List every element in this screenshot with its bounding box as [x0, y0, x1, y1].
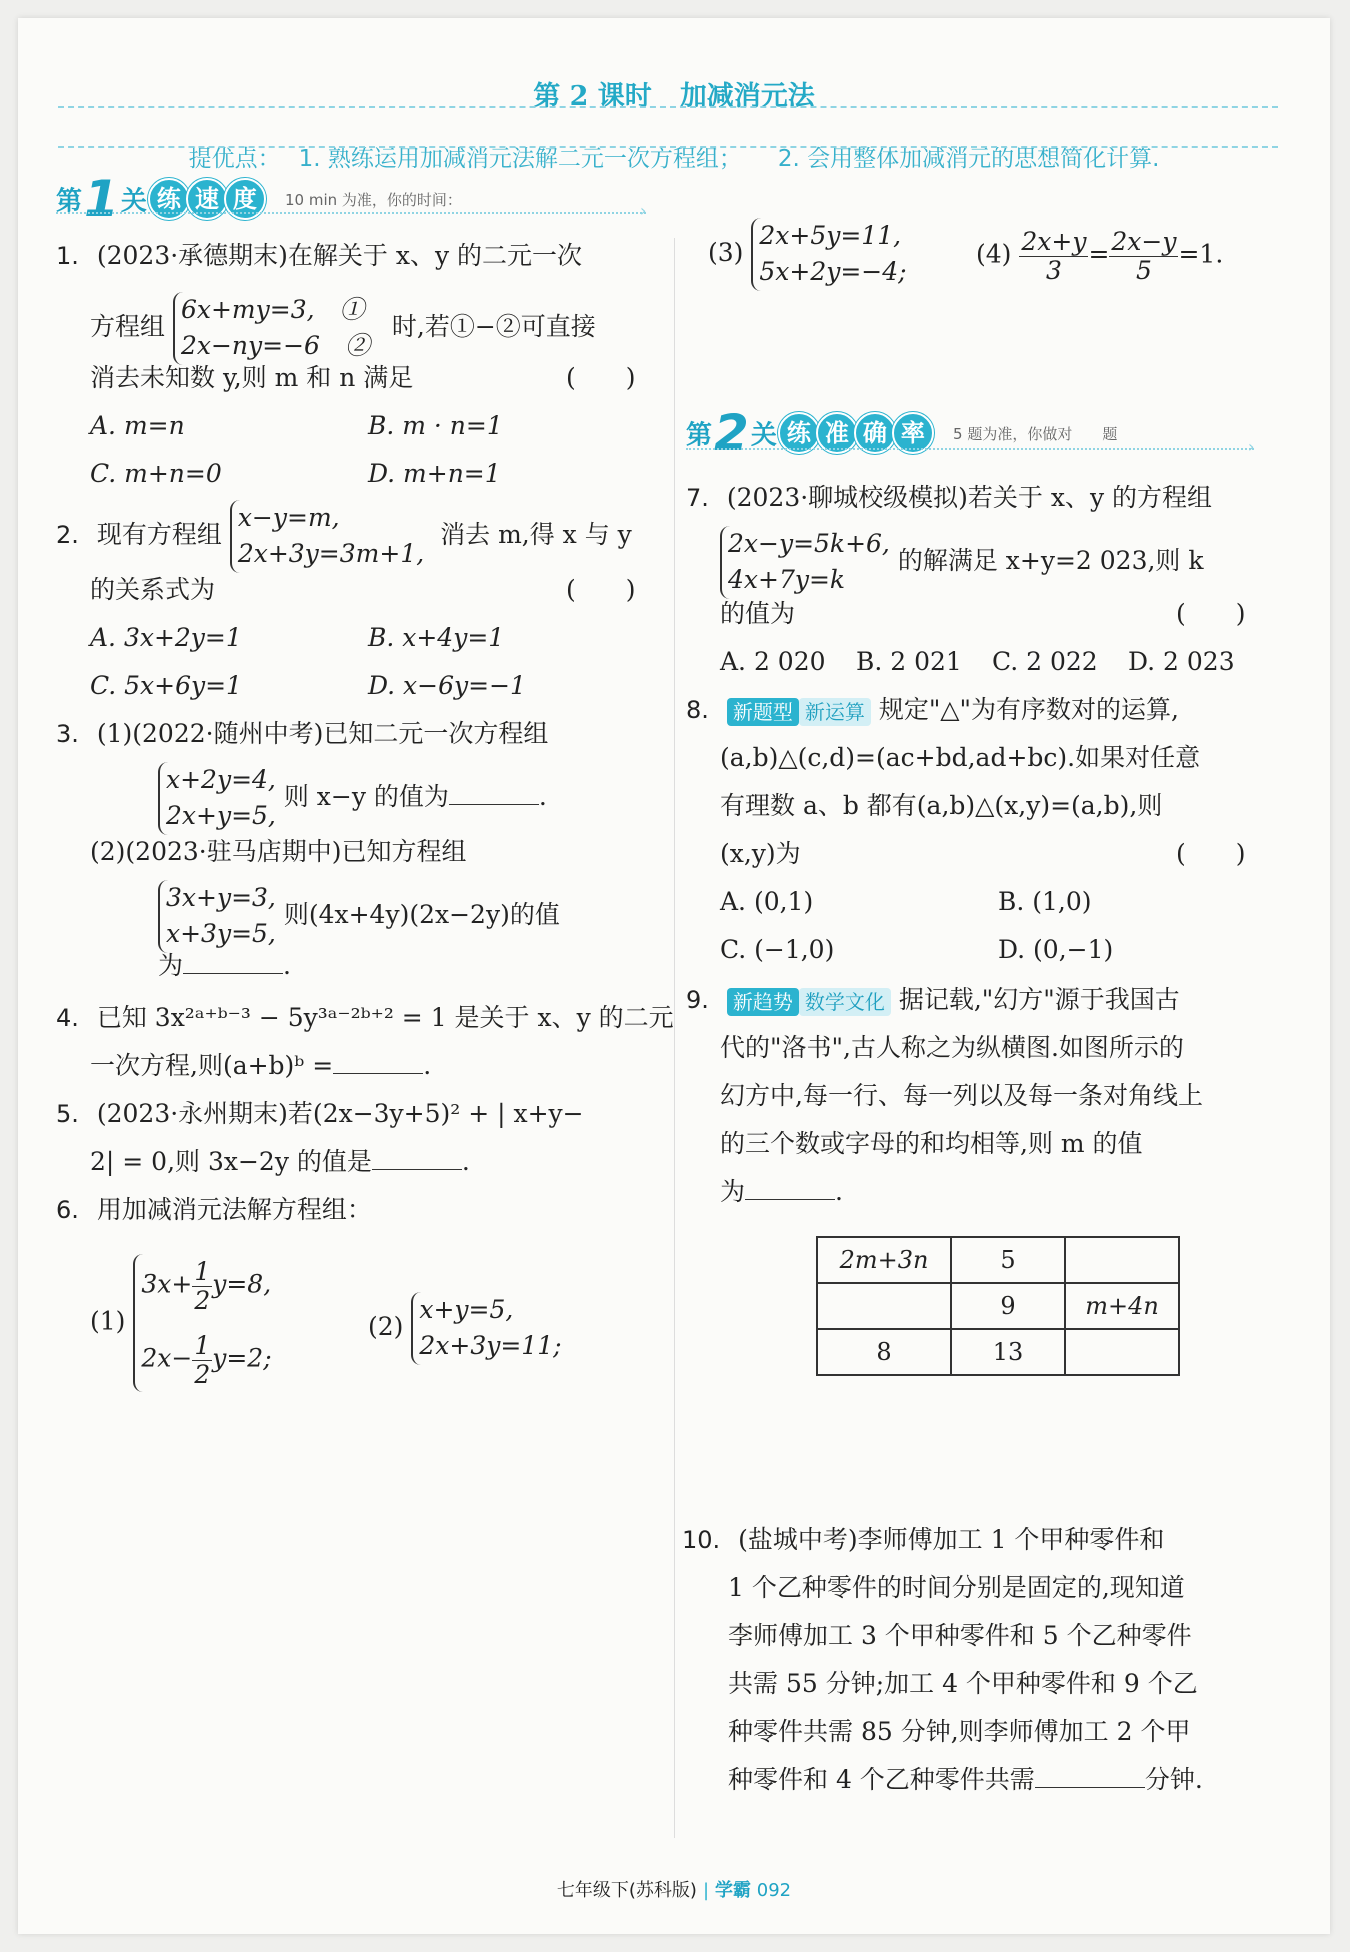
question-number: 6.: [56, 1196, 79, 1224]
numerator: 1: [194, 1331, 211, 1360]
q6-part1: [90, 1254, 272, 1392]
option-b[interactable]: B. (1,0): [998, 887, 1092, 916]
question-6: [56, 1194, 372, 1227]
equation-brace: [133, 1254, 271, 1392]
question-text: (2023·承德期末)在解关于 x、y 的二元一次: [96, 241, 583, 270]
q6-part2: [368, 1292, 562, 1365]
period: .: [283, 951, 291, 980]
workbook-page: [18, 18, 1330, 1934]
denominator: 2: [194, 1359, 211, 1389]
magic-cell: 5: [951, 1237, 1065, 1283]
magic-cell: 9: [951, 1283, 1065, 1329]
period: .: [835, 1177, 843, 1206]
q9-line2: 代的"洛书",古人称之为纵横图.如图所示的: [720, 1033, 1184, 1062]
section-1-line: [56, 212, 646, 214]
option-c[interactable]: C. 2 022: [992, 647, 1098, 676]
equation-brace: [158, 880, 276, 953]
section-note: 5 题为准，你做对 题: [953, 424, 1118, 443]
section-di: 第: [686, 420, 713, 451]
question-text: 据记载,"幻方"源于我国古: [898, 985, 1180, 1014]
equation: 2x+3y=3m+1,: [237, 539, 425, 569]
answer-blank[interactable]: [745, 1199, 835, 1200]
fraction: [192, 1258, 212, 1314]
question-9: [686, 984, 1180, 1017]
question-number: 4.: [56, 1004, 79, 1032]
magic-cell: m+4n: [1065, 1283, 1179, 1329]
option-a[interactable]: A. 2 020: [720, 647, 826, 676]
q9-line3: 幻方中,每一行、每一列以及每一条对角线上: [720, 1081, 1203, 1110]
q3-part2-end: [158, 950, 291, 983]
q10-line4: 共需 55 分钟;加工 4 个甲种零件和 9 个乙: [728, 1669, 1198, 1698]
equation: 2x−: [141, 1343, 193, 1373]
equation: x−y=m,: [237, 503, 340, 532]
equation: 6x+my=3, ①: [180, 295, 365, 324]
paren-text: ( ): [1176, 839, 1246, 868]
q6-part3: [708, 218, 907, 291]
question-5: [56, 1098, 584, 1131]
numerator: 2x−y: [1111, 227, 1177, 256]
table-row: [817, 1283, 1179, 1329]
q10-line3: 李师傅加工 3 个甲种零件和 5 个乙种零件: [728, 1621, 1192, 1650]
part-label: (1): [90, 1306, 126, 1336]
focus-points: [18, 140, 1330, 173]
question-text: (1)(2022·随州中考)已知二元一次方程组: [96, 719, 549, 748]
question-text: 方程组: [90, 311, 166, 341]
lesson-topic: 加减消元法: [679, 81, 815, 112]
answer-blank[interactable]: [183, 973, 283, 974]
question-text: 为: [158, 951, 184, 980]
q3-part1-system: [158, 762, 547, 835]
question-text: 用加减消元法解方程组：: [96, 1195, 372, 1224]
equation: 3x+: [141, 1269, 193, 1299]
section-di: 第: [56, 186, 83, 217]
section-bubble: 度: [224, 178, 266, 220]
lesson-number: 第 2 课时: [533, 81, 652, 112]
magic-cell: [1065, 1237, 1179, 1283]
title-divider: [58, 106, 1278, 108]
fraction: [1019, 228, 1088, 284]
q10-line2: 1 个乙种零件的时间分别是固定的,现知道: [728, 1573, 1185, 1602]
section-number: 1: [84, 170, 119, 228]
question-text: 消去未知数 y,则 m 和 n 满足: [90, 363, 414, 392]
fraction: [192, 1332, 212, 1388]
question-text: 规定"△"为有序数对的运算,: [878, 695, 1179, 724]
option-c[interactable]: C. m+n=0: [90, 459, 222, 488]
question-text: 2| = 0,则 3x−2y 的值是: [90, 1147, 372, 1176]
section-bubble: 确: [854, 412, 896, 454]
answer-paren[interactable]: [1176, 598, 1246, 631]
section-bubble: 准: [816, 412, 858, 454]
question-number: 2.: [56, 520, 79, 549]
equation: 4x+7y=k: [728, 565, 846, 595]
question-number: 3.: [56, 720, 79, 748]
magic-cell: [817, 1283, 951, 1329]
question-text: (盐城中考)李师傅加工 1 个甲种零件和: [738, 1525, 1165, 1554]
question-text: 则(4x+4y)(2x−2y)的值: [283, 899, 560, 929]
answer-paren[interactable]: [566, 574, 636, 607]
question-2: [56, 500, 632, 573]
period: .: [538, 781, 547, 811]
option-c[interactable]: C. (−1,0): [720, 935, 835, 964]
q7-line3: 的值为: [720, 599, 796, 628]
magic-cell: 8: [817, 1329, 951, 1375]
paren-text: ( ): [1176, 599, 1246, 628]
q3-part2: (2)(2023·驻马店期中)已知方程组: [90, 837, 467, 866]
question-text: 为: [720, 1177, 746, 1206]
equation: 2x+3y=11;: [419, 1331, 562, 1361]
option-c[interactable]: C. 5x+6y=1: [90, 671, 242, 700]
equation-brace: [751, 218, 906, 291]
paren-text: ( ): [566, 575, 636, 604]
period: .: [461, 1147, 470, 1176]
footer-separator: |: [702, 1880, 710, 1901]
section-bubble: 练: [778, 412, 820, 454]
page-number: 092: [756, 1880, 792, 1901]
question-number: 10.: [682, 1526, 721, 1554]
question-8: [686, 694, 1179, 727]
q4-line2: [90, 1050, 431, 1083]
answer-blank[interactable]: [1035, 1787, 1145, 1788]
arrow-icon: ›: [640, 201, 647, 220]
q2-line2: 的关系式为: [90, 575, 216, 604]
question-number: 5.: [56, 1100, 79, 1128]
question-1: [56, 240, 582, 273]
section-bubble: 速: [186, 178, 228, 220]
question-text: 则 x−y 的值为: [283, 781, 449, 811]
answer-blank[interactable]: [372, 1169, 462, 1170]
table-row: [817, 1329, 1179, 1375]
equation: x+3y=5,: [166, 919, 276, 949]
question-text: (2023·聊城校级模拟)若关于 x、y 的方程组: [726, 483, 1213, 512]
option-a[interactable]: A. 3x+2y=1: [90, 623, 242, 652]
q10-line5: 种零件共需 85 分钟,则李师傅加工 2 个甲: [728, 1717, 1191, 1746]
column-divider: [674, 238, 675, 1838]
paren-text: ( ): [566, 363, 636, 392]
question-text: 种零件和 4 个乙种零件共需: [728, 1765, 1035, 1794]
section-bubble: 率: [892, 412, 934, 454]
equation: x+y=5,: [419, 1295, 514, 1324]
answer-paren[interactable]: [566, 362, 636, 395]
page-footer: [18, 1876, 1330, 1902]
equation-brace: [173, 292, 370, 365]
focus-point-1: 1. 熟练运用加减消元法解二元一次方程组；: [298, 146, 742, 172]
q1-line3: [90, 362, 413, 395]
tag-badge: 数学文化: [799, 988, 891, 1016]
equation: 2x+5y=11,: [759, 221, 902, 250]
equation: 2x−ny=−6 ②: [180, 331, 370, 361]
question-text: 现有方程组: [96, 519, 222, 549]
tag-badge: 新趋势: [727, 988, 799, 1016]
part-label: (4): [976, 239, 1012, 269]
equation-brace: [411, 1292, 561, 1365]
equation: 2x+y=5,: [166, 801, 276, 831]
equation: =1.: [1178, 239, 1224, 269]
numerator: 2x+y: [1021, 227, 1087, 256]
q8-line3: 有理数 a、b 都有(a,b)△(x,y)=(a,b),则: [720, 791, 1163, 820]
magic-cell: 13: [951, 1329, 1065, 1375]
answer-blank[interactable]: [449, 804, 539, 805]
option-b[interactable]: B. 2 021: [856, 647, 962, 676]
section-guan: 关: [750, 420, 777, 451]
equation: 2x−y=5k+6,: [728, 529, 890, 558]
q8-line2: (a,b)△(c,d)=(ac+bd,ad+bc).如果对任意: [720, 743, 1201, 772]
question-text: 一次方程,则(a+b)ᵇ =: [90, 1051, 334, 1080]
option-b[interactable]: B. x+4y=1: [368, 623, 505, 652]
section-number: 2: [714, 404, 749, 462]
option-a[interactable]: A. m=n: [90, 411, 185, 440]
answer-blank[interactable]: [333, 1073, 423, 1074]
question-text: 已知 3x²ᵃ⁺ᵇ⁻³ − 5y³ᵃ⁻²ᵇ⁺² = 1 是关于 x、y 的二元: [96, 1003, 674, 1032]
tag-badge: 新题型: [727, 698, 799, 726]
option-b[interactable]: B. m · n=1: [368, 411, 503, 440]
option-d[interactable]: D. m+n=1: [368, 459, 501, 488]
section-note: 10 min 为准，你的时间：: [285, 190, 462, 209]
q1-system: [90, 292, 596, 365]
q3-part2-system: [158, 880, 560, 953]
part-label: (2): [368, 1311, 404, 1341]
answer-paren[interactable]: [1176, 838, 1246, 871]
q8-line4: (x,y)为: [720, 839, 801, 868]
q10-line6: [728, 1764, 1203, 1797]
equation-brace: [158, 762, 276, 835]
equation-brace: [720, 526, 890, 599]
section-1-header: [56, 170, 462, 228]
part-label: (3): [708, 237, 744, 267]
numerator: 1: [194, 1257, 211, 1286]
denominator: 3: [1045, 255, 1062, 285]
question-3: [56, 718, 548, 751]
option-d[interactable]: D. 2 023: [1128, 647, 1235, 676]
denominator: 2: [194, 1285, 211, 1315]
grade-label: 七年级下(苏科版): [556, 1880, 697, 1901]
magic-cell: [1065, 1329, 1179, 1375]
equation: x+2y=4,: [166, 765, 276, 794]
question-text: (2023·永州期末)若(2x−3y+5)² + | x+y−: [96, 1099, 584, 1128]
q9-line4: 的三个数或字母的和均相等,则 m 的值: [720, 1129, 1143, 1158]
focus-divider: [58, 146, 1278, 148]
focus-point-2: 2. 会用整体加减消元的思想简化计算.: [777, 146, 1160, 172]
question-text: 分钟.: [1144, 1765, 1203, 1794]
question-text: 消去 m,得 x 与 y: [440, 519, 632, 549]
question-number: 1.: [56, 242, 79, 270]
question-number: 8.: [686, 696, 709, 724]
question-10: [682, 1524, 1164, 1557]
arrow-icon: ›: [1248, 437, 1255, 456]
magic-cell: 2m+3n: [817, 1237, 951, 1283]
question-number: 7.: [686, 484, 709, 512]
q6-part4: [976, 228, 1223, 284]
fraction: [1109, 228, 1178, 284]
focus-label: 提优点：: [188, 146, 281, 172]
question-text: 时,若①−②可直接: [391, 311, 596, 341]
equals-sign: =: [1088, 239, 1110, 269]
section-bubble: 练: [148, 178, 190, 220]
equation: y=2;: [212, 1343, 272, 1373]
option-a[interactable]: A. (0,1): [720, 887, 814, 916]
equation: y=8,: [212, 1269, 272, 1299]
section-guan: 关: [120, 186, 147, 217]
q7-system: [720, 526, 1204, 599]
equation: 3x+y=3,: [166, 883, 276, 912]
question-4: [56, 1002, 674, 1035]
table-row: [817, 1237, 1179, 1283]
tag-badge: 新运算: [799, 698, 871, 726]
option-d[interactable]: D. (0,−1): [998, 935, 1114, 964]
question-7: [686, 482, 1212, 515]
q9-line5: [720, 1176, 843, 1209]
equation: 5x+2y=−4;: [759, 257, 907, 287]
question-number: 9.: [686, 986, 709, 1014]
magic-square-table: [816, 1236, 1180, 1376]
magic-square: [816, 1236, 1180, 1376]
period: .: [423, 1051, 432, 1080]
question-text: 的解满足 x+y=2 023,则 k: [897, 545, 1204, 575]
brand-label: 学霸: [715, 1880, 752, 1901]
q5-line2: [90, 1146, 470, 1179]
section-2-line: [686, 448, 1254, 450]
equation-brace: [230, 500, 424, 573]
denominator: 5: [1135, 255, 1152, 285]
option-d[interactable]: D. x−6y=−1: [368, 671, 526, 700]
